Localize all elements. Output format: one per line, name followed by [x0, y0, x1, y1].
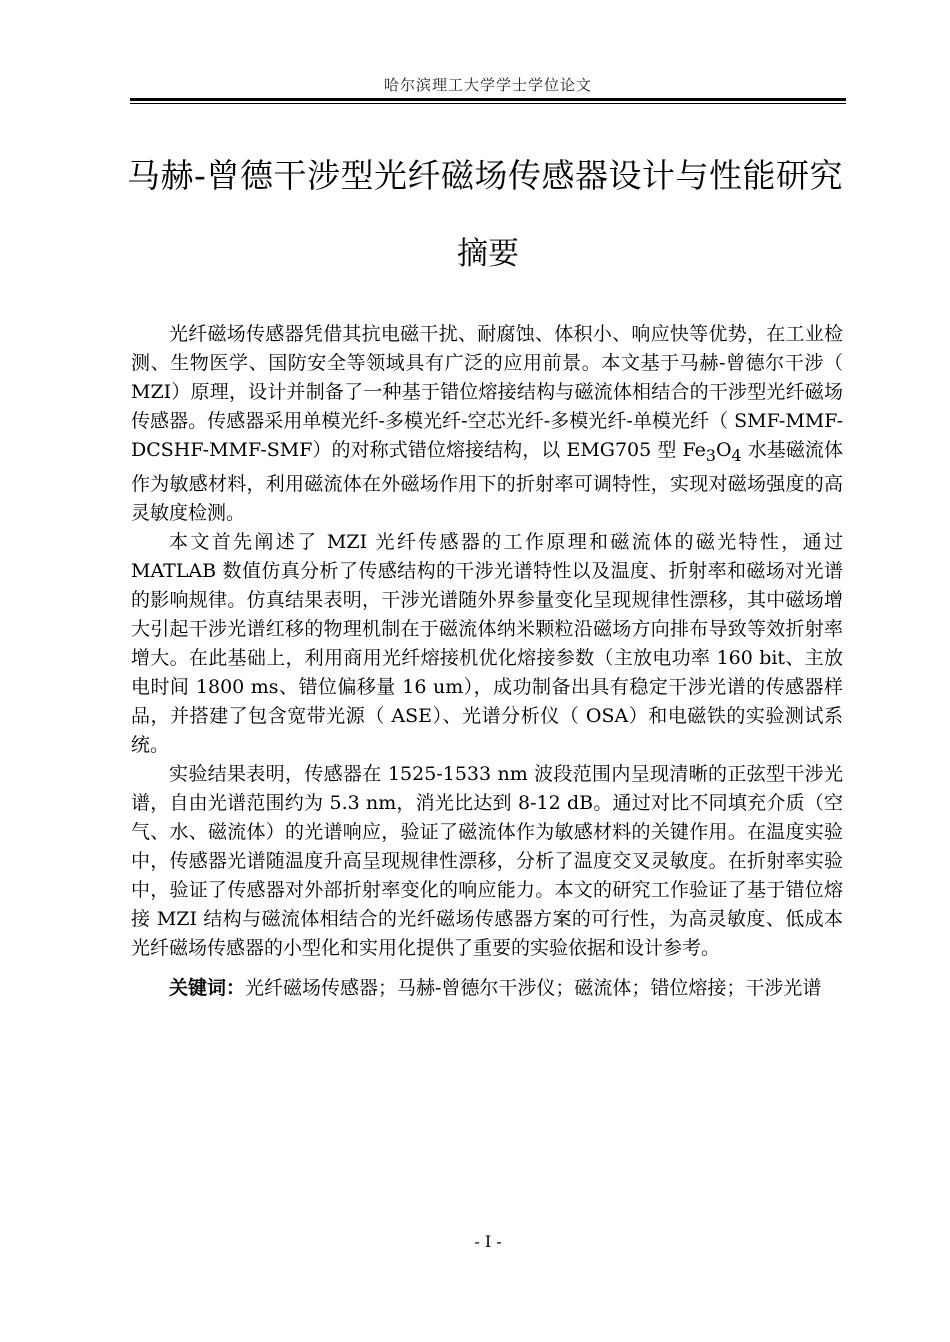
abstract-paragraph-2: 本文首先阐述了 MZI 光纤传感器的工作原理和磁流体的磁光特性，通过 MATLAB 数值仿真分析了传感结构的干涉光谱特性以及温度、折射率和磁场对光谱的影响规律。仿真结果表明，干涉光谱随外界参量变化呈现规律性漂移，其中磁场增大引起干涉光谱红移的物理机制在于磁流体纳米颗粒沿磁场方向排布导致等效折射率增大。在此基础上，利用商用光纤熔接机优化熔接参数（主放电功率 160 bit、主放电时间 1800 ms、错位偏移量 16 um），成功制备出具有稳定干涉光谱的传感器样品，并搭建了包含宽带光源（ ASE）、光谱分析仪（ OSA）和电磁铁的实验测试系统。 [131, 530, 843, 756]
keywords-label: 关键词： [169, 977, 246, 999]
paragraph-1-text-after: 水基磁流体作为敏感材料，利用磁流体在外磁场作用下的折射率可调特性，实现对磁场强度的高灵敏度检测。 [131, 439, 843, 524]
abstract-body [131, 320, 843, 963]
paragraph-1-text-before: 光纤磁场传感器凭借其抗电磁干扰、耐腐蚀、体积小、响应快等优势，在工业检测、生物医学、国防安全等领域具有广泛的应用前景。本文基于马赫-曾德尔干涉（ MZI）原理，设计并制备了一种基于错位熔接结构与磁流体相结合的干涉型光纤磁场传感器。传感器采用单模光纤-多模光纤-空芯光纤-多模光纤-单模光纤（ SMF-MMF-DCSHF-MMF-SMF）的对称式错位熔接结构，以 EMG705 型 Fe [131, 323, 843, 461]
page-number: - I - [474, 1232, 502, 1251]
paragraph-1-subscript-4: 4 [731, 445, 742, 465]
keywords-text: 光纤磁场传感器；马赫-曾德尔干涉仪；磁流体；错位熔接；干涉光谱 [245, 977, 822, 999]
running-header: 哈尔滨理工大学学士学位论文 [383, 76, 592, 94]
paragraph-1-text-o: O [715, 439, 732, 461]
keywords [131, 974, 843, 1003]
paragraph-1-subscript-3: 3 [705, 445, 716, 465]
abstract-heading: 摘要 [457, 236, 519, 272]
abstract-paragraph-1 [131, 320, 843, 528]
header-rule-thick [130, 98, 846, 101]
abstract-paragraph-3: 实验结果表明，传感器在 1525-1533 nm 波段范围内呈现清晰的正弦型干涉光谱，自由光谱范围约为 5.3 nm，消光比达到 8-12 dB。通过对比不同填充介质（空气、水、磁流体）的光谱响应，验证了磁流体作为敏感材料的关键作用。在温度实验中，传感器光谱随温度升高呈现规律性漂移，分析了温度交叉灵敏度。在折射率实验中，验证了传感器对外部折射率变化的响应能力。本文的研究工作验证了基于错位熔接 MZI 结构与磁流体相结合的光纤磁场传感器方案的可行性，为高灵敏度、低成本光纤磁场传感器的小型化和实用化提供了重要的实验依据和设计参考。 [131, 762, 843, 959]
thesis-title: 马赫-曾德干涉型光纤磁场传感器设计与性能研究 [127, 156, 843, 195]
header-rule-thin [130, 103, 846, 104]
